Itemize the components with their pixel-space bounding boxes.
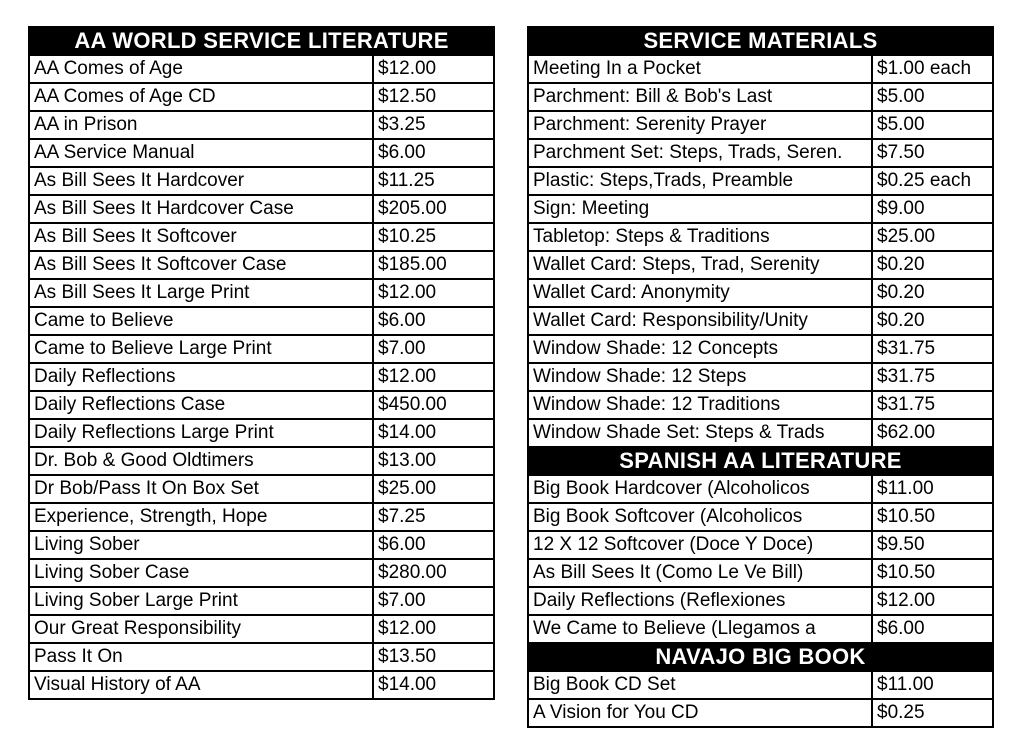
item-price: $31.75	[872, 391, 993, 419]
table-row	[528, 699, 993, 727]
item-name: Tabletop: Steps & Traditions	[528, 223, 872, 251]
item-name: Parchment: Serenity Prayer	[528, 111, 872, 139]
table-row	[29, 279, 494, 307]
item-price: $7.00	[373, 587, 494, 615]
item-price: $6.00	[373, 307, 494, 335]
item-name: Our Great Responsibility	[29, 615, 373, 643]
table-row	[29, 587, 494, 615]
item-name: 12 X 12 Softcover (Doce Y Doce)	[528, 531, 872, 559]
table-row	[29, 531, 494, 559]
item-price: $7.50	[872, 139, 993, 167]
world-service-literature-table	[28, 26, 495, 700]
item-price: $5.00	[872, 83, 993, 111]
table-row	[528, 223, 993, 251]
table-row	[528, 335, 993, 363]
table-row	[528, 55, 993, 83]
item-name: Window Shade: 12 Steps	[528, 363, 872, 391]
item-price: $185.00	[373, 251, 494, 279]
item-price: $25.00	[872, 223, 993, 251]
item-name: As Bill Sees It Large Print	[29, 279, 373, 307]
item-name: As Bill Sees It Softcover	[29, 223, 373, 251]
item-name: We Came to Believe (Llegamos a	[528, 615, 872, 643]
table-row	[29, 615, 494, 643]
table-row	[29, 111, 494, 139]
item-name: Big Book CD Set	[528, 671, 872, 699]
item-name: AA Comes of Age	[29, 55, 373, 83]
table-row	[29, 503, 494, 531]
table-row	[29, 559, 494, 587]
table-row	[528, 587, 993, 615]
table-row	[528, 251, 993, 279]
item-name: Came to Believe	[29, 307, 373, 335]
item-name: Window Shade: 12 Concepts	[528, 335, 872, 363]
table-row	[528, 391, 993, 419]
item-price: $11.00	[872, 671, 993, 699]
item-name: Living Sober	[29, 531, 373, 559]
item-name: AA in Prison	[29, 111, 373, 139]
table-row	[29, 419, 494, 447]
table-row	[528, 83, 993, 111]
item-price: $1.00 each	[872, 55, 993, 83]
item-name: Meeting In a Pocket	[528, 55, 872, 83]
section-header-row	[528, 447, 993, 475]
item-name: Plastic: Steps,Trads, Preamble	[528, 167, 872, 195]
item-name: Window Shade: 12 Traditions	[528, 391, 872, 419]
table-row	[528, 559, 993, 587]
table-row	[29, 671, 494, 699]
item-price: $25.00	[373, 475, 494, 503]
item-price: $7.25	[373, 503, 494, 531]
table-row	[528, 307, 993, 335]
item-name: As Bill Sees It Hardcover Case	[29, 195, 373, 223]
item-price: $13.00	[373, 447, 494, 475]
item-price: $12.00	[373, 615, 494, 643]
table-row	[29, 447, 494, 475]
item-price: $31.75	[872, 335, 993, 363]
section-header-row	[528, 643, 993, 671]
item-name: Window Shade Set: Steps & Trads	[528, 419, 872, 447]
table-row	[29, 223, 494, 251]
item-price: $3.25	[373, 111, 494, 139]
item-price: $0.25 each	[872, 167, 993, 195]
item-price: $9.00	[872, 195, 993, 223]
item-price: $11.25	[373, 167, 494, 195]
item-name: Visual History of AA	[29, 671, 373, 699]
table-row	[29, 643, 494, 671]
item-price: $31.75	[872, 363, 993, 391]
item-price: $10.25	[373, 223, 494, 251]
item-name: As Bill Sees It Hardcover	[29, 167, 373, 195]
item-name: AA Comes of Age CD	[29, 83, 373, 111]
section-header-row	[528, 27, 993, 55]
item-name: Parchment Set: Steps, Trads, Seren.	[528, 139, 872, 167]
table-row	[528, 503, 993, 531]
item-price: $13.50	[373, 643, 494, 671]
item-name: A Vision for You CD	[528, 699, 872, 727]
table-row	[29, 335, 494, 363]
table-row	[528, 615, 993, 643]
item-name: Wallet Card: Responsibility/Unity	[528, 307, 872, 335]
service-materials-table	[527, 26, 994, 728]
item-price: $0.20	[872, 251, 993, 279]
item-price: $280.00	[373, 559, 494, 587]
item-price: $450.00	[373, 391, 494, 419]
table-row	[29, 475, 494, 503]
item-name: AA Service Manual	[29, 139, 373, 167]
item-price: $205.00	[373, 195, 494, 223]
item-price: $7.00	[373, 335, 494, 363]
table-row	[528, 475, 993, 503]
table-header-row	[29, 27, 494, 55]
item-price: $6.00	[373, 139, 494, 167]
item-name: Experience, Strength, Hope	[29, 503, 373, 531]
item-price: $12.00	[373, 363, 494, 391]
item-name: Daily Reflections Large Print	[29, 419, 373, 447]
item-price: $14.00	[373, 671, 494, 699]
item-name: Dr. Bob & Good Oldtimers	[29, 447, 373, 475]
item-price: $9.50	[872, 531, 993, 559]
item-price: $0.20	[872, 307, 993, 335]
table-row	[528, 671, 993, 699]
table-row	[29, 55, 494, 83]
item-price: $11.00	[872, 475, 993, 503]
item-name: Living Sober Large Print	[29, 587, 373, 615]
item-price: $62.00	[872, 419, 993, 447]
item-name: As Bill Sees It (Como Le Ve Bill)	[528, 559, 872, 587]
section-title: AA WORLD SERVICE LITERATURE	[29, 27, 494, 55]
item-name: Big Book Softcover (Alcoholicos	[528, 503, 872, 531]
table-row	[528, 531, 993, 559]
item-price: $12.00	[872, 587, 993, 615]
item-name: Dr Bob/Pass It On Box Set	[29, 475, 373, 503]
item-name: Parchment: Bill & Bob's Last	[528, 83, 872, 111]
table-row	[528, 363, 993, 391]
item-price: $6.00	[373, 531, 494, 559]
item-name: Sign: Meeting	[528, 195, 872, 223]
item-price: $10.50	[872, 503, 993, 531]
section-title: SERVICE MATERIALS	[528, 27, 993, 55]
table-row	[528, 195, 993, 223]
item-name: Daily Reflections (Reflexiones	[528, 587, 872, 615]
item-name: Daily Reflections	[29, 363, 373, 391]
table-row	[29, 251, 494, 279]
item-price: $12.00	[373, 55, 494, 83]
table-row	[528, 419, 993, 447]
table-row	[29, 195, 494, 223]
item-price: $10.50	[872, 559, 993, 587]
table-row	[29, 83, 494, 111]
item-price: $6.00	[872, 615, 993, 643]
table-row	[528, 139, 993, 167]
item-name: Wallet Card: Steps, Trad, Serenity	[528, 251, 872, 279]
section-title: NAVAJO BIG BOOK	[528, 643, 993, 671]
table-row	[29, 307, 494, 335]
item-price: $12.00	[373, 279, 494, 307]
item-price: $5.00	[872, 111, 993, 139]
item-price: $0.20	[872, 279, 993, 307]
table-row	[29, 363, 494, 391]
section-title: SPANISH AA LITERATURE	[528, 447, 993, 475]
table-row	[29, 167, 494, 195]
table-row	[528, 111, 993, 139]
item-price: $12.50	[373, 83, 494, 111]
table-row	[528, 279, 993, 307]
item-name: Came to Believe Large Print	[29, 335, 373, 363]
item-name: As Bill Sees It Softcover Case	[29, 251, 373, 279]
table-row	[528, 167, 993, 195]
item-name: Living Sober Case	[29, 559, 373, 587]
item-name: Wallet Card: Anonymity	[528, 279, 872, 307]
item-price: $0.25	[872, 699, 993, 727]
table-row	[29, 391, 494, 419]
item-price: $14.00	[373, 419, 494, 447]
item-name: Pass It On	[29, 643, 373, 671]
table-row	[29, 139, 494, 167]
item-name: Daily Reflections Case	[29, 391, 373, 419]
item-name: Big Book Hardcover (Alcoholicos	[528, 475, 872, 503]
